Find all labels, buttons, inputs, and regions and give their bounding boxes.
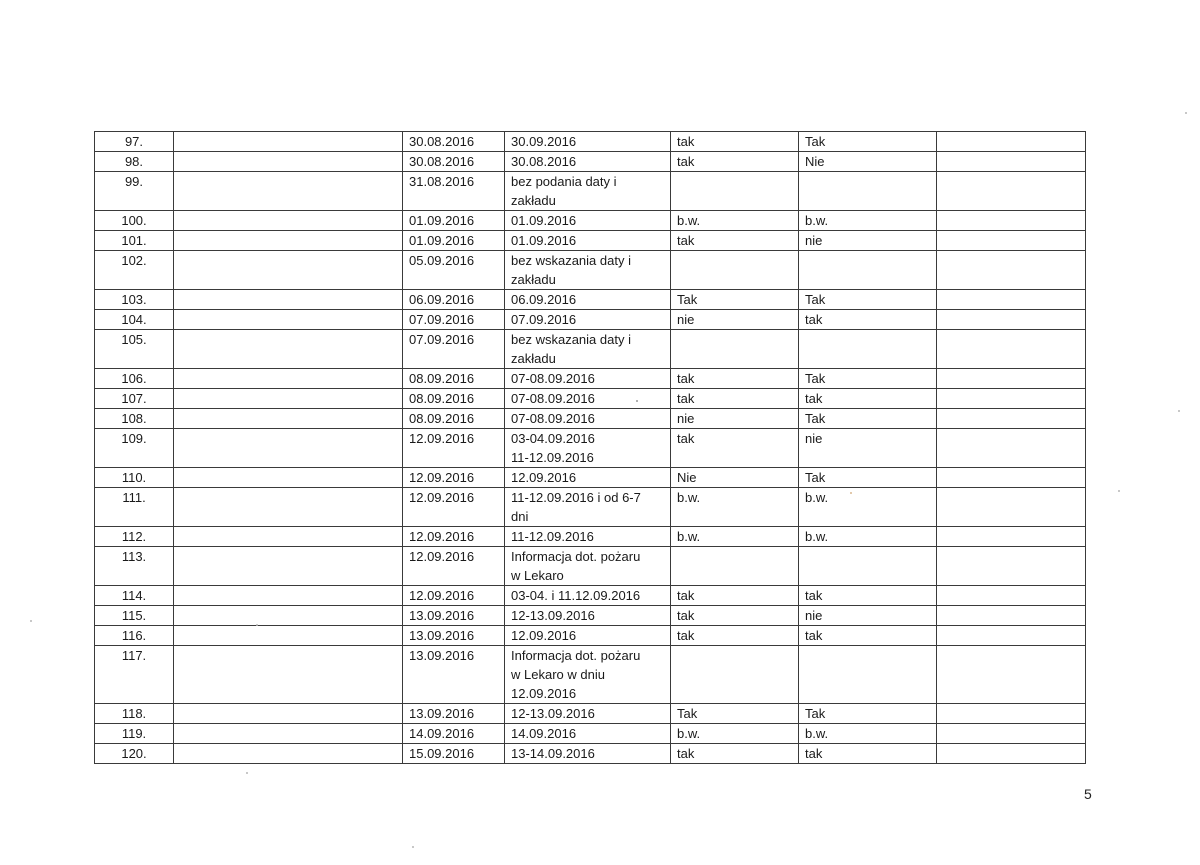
status-b-cell bbox=[799, 646, 937, 704]
status-b-cell: b.w. bbox=[799, 527, 937, 547]
notes-cell bbox=[937, 132, 1086, 152]
notes-cell bbox=[937, 330, 1086, 369]
period-cell: 12.09.2016 bbox=[505, 626, 671, 646]
name-cell bbox=[174, 704, 403, 724]
received-date-cell: 12.09.2016 bbox=[403, 586, 505, 606]
table-row bbox=[95, 251, 1086, 290]
period-cell: 11-12.09.2016 bbox=[505, 527, 671, 547]
notes-cell bbox=[937, 646, 1086, 704]
table-row bbox=[95, 330, 1086, 369]
status-a-cell: b.w. bbox=[671, 527, 799, 547]
period-cell: 03-04.09.2016 11-12.09.2016 bbox=[505, 429, 671, 468]
period-cell: Informacja dot. pożaru w Lekaro w dniu 12.09.2016 bbox=[505, 646, 671, 704]
table-row bbox=[95, 724, 1086, 744]
row-number-cell: 115. bbox=[95, 606, 174, 626]
row-number-cell: 102. bbox=[95, 251, 174, 290]
name-cell bbox=[174, 586, 403, 606]
received-date-cell: 13.09.2016 bbox=[403, 626, 505, 646]
status-a-cell: tak bbox=[671, 389, 799, 409]
status-b-cell: tak bbox=[799, 744, 937, 764]
received-date-cell: 15.09.2016 bbox=[403, 744, 505, 764]
notes-cell bbox=[937, 211, 1086, 231]
scan-speck bbox=[246, 772, 248, 774]
name-cell bbox=[174, 310, 403, 330]
table-row bbox=[95, 704, 1086, 724]
notes-cell bbox=[937, 429, 1086, 468]
page-number: 5 bbox=[1084, 786, 1092, 802]
table-row bbox=[95, 231, 1086, 251]
table-row bbox=[95, 527, 1086, 547]
period-cell: bez wskazania daty i zakładu bbox=[505, 251, 671, 290]
status-a-cell: Tak bbox=[671, 290, 799, 310]
name-cell bbox=[174, 429, 403, 468]
notes-cell bbox=[937, 290, 1086, 310]
status-b-cell: Tak bbox=[799, 290, 937, 310]
period-cell: 07-08.09.2016 bbox=[505, 409, 671, 429]
row-number-cell: 108. bbox=[95, 409, 174, 429]
name-cell bbox=[174, 231, 403, 251]
period-cell: 07-08.09.2016 bbox=[505, 369, 671, 389]
table-row bbox=[95, 389, 1086, 409]
status-a-cell: tak bbox=[671, 231, 799, 251]
status-b-cell: Tak bbox=[799, 132, 937, 152]
notes-cell bbox=[937, 409, 1086, 429]
notes-cell bbox=[937, 724, 1086, 744]
status-b-cell bbox=[799, 172, 937, 211]
notes-cell bbox=[937, 389, 1086, 409]
name-cell bbox=[174, 369, 403, 389]
status-b-cell: tak bbox=[799, 626, 937, 646]
received-date-cell: 01.09.2016 bbox=[403, 211, 505, 231]
received-date-cell: 12.09.2016 bbox=[403, 429, 505, 468]
row-number-cell: 114. bbox=[95, 586, 174, 606]
received-date-cell: 07.09.2016 bbox=[403, 330, 505, 369]
received-date-cell: 08.09.2016 bbox=[403, 409, 505, 429]
notes-cell bbox=[937, 744, 1086, 764]
period-cell: 01.09.2016 bbox=[505, 211, 671, 231]
period-cell: 07.09.2016 bbox=[505, 310, 671, 330]
row-number-cell: 110. bbox=[95, 468, 174, 488]
status-a-cell bbox=[671, 330, 799, 369]
notes-cell bbox=[937, 231, 1086, 251]
table-row bbox=[95, 547, 1086, 586]
row-number-cell: 107. bbox=[95, 389, 174, 409]
status-b-cell: Tak bbox=[799, 704, 937, 724]
status-a-cell bbox=[671, 547, 799, 586]
notes-cell bbox=[937, 547, 1086, 586]
row-number-cell: 100. bbox=[95, 211, 174, 231]
status-a-cell: b.w. bbox=[671, 211, 799, 231]
period-cell: 06.09.2016 bbox=[505, 290, 671, 310]
status-b-cell: tak bbox=[799, 586, 937, 606]
received-date-cell: 05.09.2016 bbox=[403, 251, 505, 290]
table-row bbox=[95, 744, 1086, 764]
scan-speck bbox=[1178, 410, 1180, 412]
name-cell bbox=[174, 290, 403, 310]
name-cell bbox=[174, 330, 403, 369]
notes-cell bbox=[937, 310, 1086, 330]
table-row bbox=[95, 606, 1086, 626]
table-row bbox=[95, 429, 1086, 468]
received-date-cell: 13.09.2016 bbox=[403, 704, 505, 724]
name-cell bbox=[174, 211, 403, 231]
status-a-cell bbox=[671, 251, 799, 290]
name-cell bbox=[174, 152, 403, 172]
status-a-cell bbox=[671, 172, 799, 211]
row-number-cell: 97. bbox=[95, 132, 174, 152]
status-a-cell: tak bbox=[671, 606, 799, 626]
status-b-cell: b.w. bbox=[799, 488, 937, 527]
name-cell bbox=[174, 389, 403, 409]
received-date-cell: 01.09.2016 bbox=[403, 231, 505, 251]
row-number-cell: 98. bbox=[95, 152, 174, 172]
scan-speck bbox=[1185, 112, 1187, 114]
row-number-cell: 116. bbox=[95, 626, 174, 646]
name-cell bbox=[174, 409, 403, 429]
period-cell: 01.09.2016 bbox=[505, 231, 671, 251]
row-number-cell: 118. bbox=[95, 704, 174, 724]
status-b-cell: Tak bbox=[799, 369, 937, 389]
status-b-cell: b.w. bbox=[799, 724, 937, 744]
records-table-body bbox=[95, 132, 1086, 764]
notes-cell bbox=[937, 152, 1086, 172]
table-row bbox=[95, 488, 1086, 527]
period-cell: 13-14.09.2016 bbox=[505, 744, 671, 764]
row-number-cell: 120. bbox=[95, 744, 174, 764]
table-row bbox=[95, 409, 1086, 429]
status-a-cell: b.w. bbox=[671, 488, 799, 527]
status-b-cell bbox=[799, 330, 937, 369]
period-cell: 12-13.09.2016 bbox=[505, 704, 671, 724]
status-a-cell: Nie bbox=[671, 468, 799, 488]
notes-cell bbox=[937, 172, 1086, 211]
name-cell bbox=[174, 488, 403, 527]
period-cell: bez podania daty i zakładu bbox=[505, 172, 671, 211]
status-a-cell: tak bbox=[671, 626, 799, 646]
table-row bbox=[95, 369, 1086, 389]
period-cell: 07-08.09.2016 bbox=[505, 389, 671, 409]
row-number-cell: 106. bbox=[95, 369, 174, 389]
period-cell: Informacja dot. pożaru w Lekaro bbox=[505, 547, 671, 586]
status-b-cell: Nie bbox=[799, 152, 937, 172]
row-number-cell: 105. bbox=[95, 330, 174, 369]
status-a-cell: Tak bbox=[671, 704, 799, 724]
period-cell: 12-13.09.2016 bbox=[505, 606, 671, 626]
table-row bbox=[95, 290, 1086, 310]
notes-cell bbox=[937, 527, 1086, 547]
table-row bbox=[95, 132, 1086, 152]
status-b-cell: nie bbox=[799, 429, 937, 468]
row-number-cell: 104. bbox=[95, 310, 174, 330]
status-b-cell: Tak bbox=[799, 409, 937, 429]
received-date-cell: 13.09.2016 bbox=[403, 606, 505, 626]
notes-cell bbox=[937, 606, 1086, 626]
received-date-cell: 30.08.2016 bbox=[403, 132, 505, 152]
name-cell bbox=[174, 744, 403, 764]
name-cell bbox=[174, 547, 403, 586]
table-row bbox=[95, 626, 1086, 646]
status-b-cell bbox=[799, 547, 937, 586]
notes-cell bbox=[937, 704, 1086, 724]
period-cell: 14.09.2016 bbox=[505, 724, 671, 744]
table-row bbox=[95, 152, 1086, 172]
received-date-cell: 13.09.2016 bbox=[403, 646, 505, 704]
name-cell bbox=[174, 132, 403, 152]
name-cell bbox=[174, 724, 403, 744]
name-cell bbox=[174, 626, 403, 646]
table-row bbox=[95, 172, 1086, 211]
period-cell: 30.08.2016 bbox=[505, 152, 671, 172]
received-date-cell: 07.09.2016 bbox=[403, 310, 505, 330]
scan-speck bbox=[1118, 490, 1120, 492]
status-b-cell bbox=[799, 251, 937, 290]
status-a-cell: tak bbox=[671, 744, 799, 764]
status-b-cell: nie bbox=[799, 606, 937, 626]
received-date-cell: 14.09.2016 bbox=[403, 724, 505, 744]
period-cell: 03-04. i 11.12.09.2016 bbox=[505, 586, 671, 606]
scan-speck bbox=[636, 400, 638, 402]
status-b-cell: Tak bbox=[799, 468, 937, 488]
received-date-cell: 12.09.2016 bbox=[403, 527, 505, 547]
table-row bbox=[95, 468, 1086, 488]
period-cell: 11-12.09.2016 i od 6-7 dni bbox=[505, 488, 671, 527]
status-a-cell: tak bbox=[671, 152, 799, 172]
name-cell bbox=[174, 646, 403, 704]
period-cell: bez wskazania daty i zakładu bbox=[505, 330, 671, 369]
records-table-container bbox=[94, 131, 1085, 764]
status-a-cell: b.w. bbox=[671, 724, 799, 744]
name-cell bbox=[174, 606, 403, 626]
period-cell: 30.09.2016 bbox=[505, 132, 671, 152]
scan-speck bbox=[256, 624, 258, 626]
scan-speck bbox=[850, 492, 852, 494]
row-number-cell: 111. bbox=[95, 488, 174, 527]
notes-cell bbox=[937, 369, 1086, 389]
received-date-cell: 12.09.2016 bbox=[403, 547, 505, 586]
received-date-cell: 08.09.2016 bbox=[403, 389, 505, 409]
notes-cell bbox=[937, 586, 1086, 606]
scan-speck bbox=[412, 846, 414, 848]
row-number-cell: 109. bbox=[95, 429, 174, 468]
notes-cell bbox=[937, 468, 1086, 488]
status-a-cell: tak bbox=[671, 429, 799, 468]
received-date-cell: 30.08.2016 bbox=[403, 152, 505, 172]
notes-cell bbox=[937, 488, 1086, 527]
status-a-cell: nie bbox=[671, 310, 799, 330]
received-date-cell: 12.09.2016 bbox=[403, 488, 505, 527]
row-number-cell: 112. bbox=[95, 527, 174, 547]
status-a-cell: tak bbox=[671, 586, 799, 606]
name-cell bbox=[174, 468, 403, 488]
notes-cell bbox=[937, 626, 1086, 646]
scan-speck bbox=[30, 620, 32, 622]
row-number-cell: 103. bbox=[95, 290, 174, 310]
records-table bbox=[94, 131, 1086, 764]
status-a-cell: nie bbox=[671, 409, 799, 429]
status-a-cell: tak bbox=[671, 369, 799, 389]
row-number-cell: 117. bbox=[95, 646, 174, 704]
name-cell bbox=[174, 251, 403, 290]
received-date-cell: 08.09.2016 bbox=[403, 369, 505, 389]
received-date-cell: 31.08.2016 bbox=[403, 172, 505, 211]
status-b-cell: tak bbox=[799, 310, 937, 330]
status-a-cell bbox=[671, 646, 799, 704]
status-a-cell: tak bbox=[671, 132, 799, 152]
table-row bbox=[95, 586, 1086, 606]
name-cell bbox=[174, 172, 403, 211]
period-cell: 12.09.2016 bbox=[505, 468, 671, 488]
table-row bbox=[95, 310, 1086, 330]
row-number-cell: 119. bbox=[95, 724, 174, 744]
received-date-cell: 12.09.2016 bbox=[403, 468, 505, 488]
table-row bbox=[95, 646, 1086, 704]
table-row bbox=[95, 211, 1086, 231]
row-number-cell: 101. bbox=[95, 231, 174, 251]
row-number-cell: 99. bbox=[95, 172, 174, 211]
name-cell bbox=[174, 527, 403, 547]
notes-cell bbox=[937, 251, 1086, 290]
status-b-cell: tak bbox=[799, 389, 937, 409]
received-date-cell: 06.09.2016 bbox=[403, 290, 505, 310]
row-number-cell: 113. bbox=[95, 547, 174, 586]
status-b-cell: b.w. bbox=[799, 211, 937, 231]
status-b-cell: nie bbox=[799, 231, 937, 251]
